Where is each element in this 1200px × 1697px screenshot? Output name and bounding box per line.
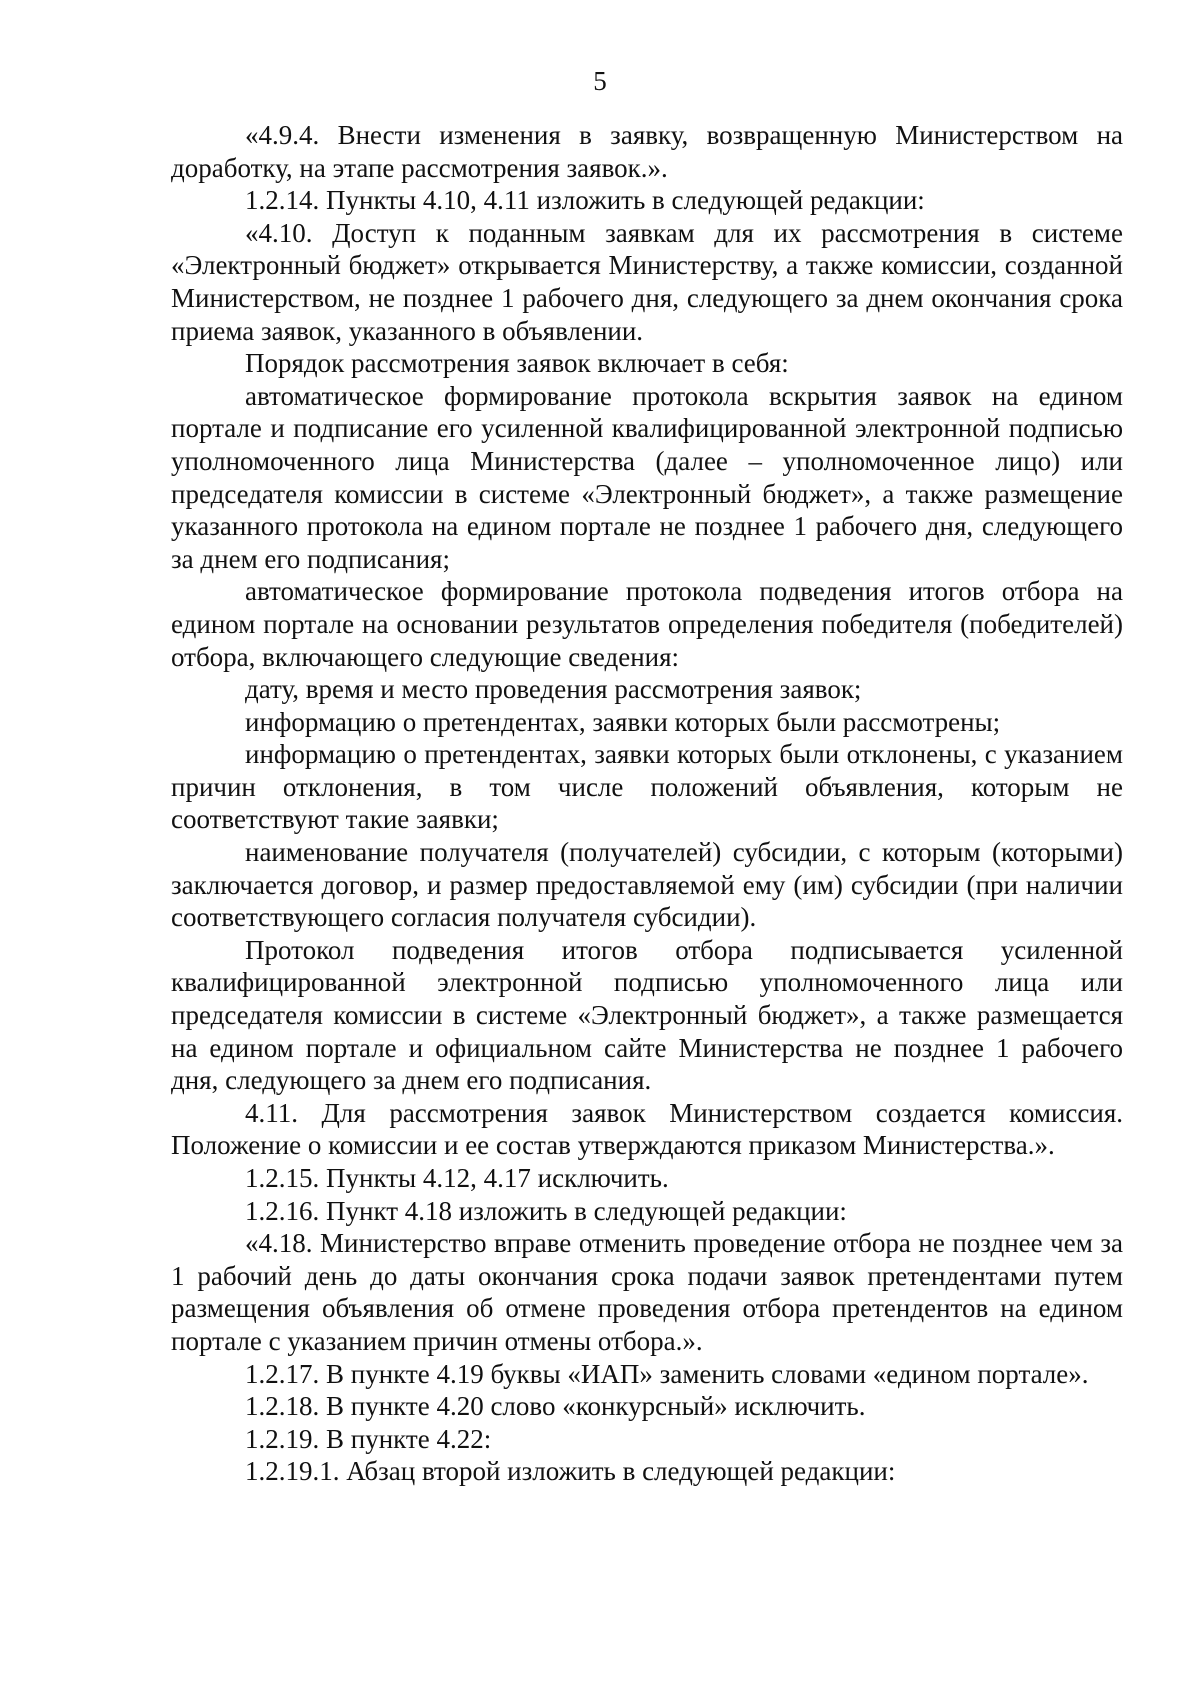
paragraph-1-2-18: 1.2.18. В пункте 4.20 слово «конкурсный» исключить. [245,1391,866,1422]
paragraph-1-2-15: 1.2.15. Пункты 4.12, 4.17 исключить. [245,1163,669,1193]
paragraph-opening-protocol: автоматическое формирование протокола вскрытия заявок на едином портале и подписание его усиленной квалифицированной электронной подписью уполномоченного лица Министерства (далее – уполномоченное лицо) или председателя комиссии в системе «Электронный бюджет», а также размещение указанного протокола на едином портале не позднее 1 рабочего дня, следующего за днем его подписания; [171,380,1123,574]
paragraph-4-10: «4.10. Доступ к поданным заявкам для их рассмотрения в системе «Электронный бюджет» открывается Министерству, а также комиссии, созданной Министерством, не позднее 1 рабочего дня, следующего за днем окончания срока приема заявок, указанного в объявлении. [171,217,1123,346]
paragraph-1-2-19-1: 1.2.19.1. Абзац второй изложить в следующей редакции: [245,1456,896,1487]
paragraph-date-time-place: дату, время и место проведения рассмотрения заявок; [245,674,862,705]
paragraph-rejected-applicants: информацию о претендентах, заявки которых были отклонены, с указанием причин отклонения, в том числе положений объявления, которым не соответствуют такие заявки; [171,739,1123,835]
page-number: 5 [593,66,607,96]
paragraph-1-2-14: 1.2.14. Пункты 4.10, 4.11 изложить в следующей редакции: [245,185,925,216]
paragraph-1-2-16: 1.2.16. Пункт 4.18 изложить в следующей редакции: [245,1195,847,1226]
paragraph-1-2-17: 1.2.17. В пункте 4.19 буквы «ИАП» заменить словами «едином портале». [245,1358,1089,1389]
paragraph-subsidy-recipients: наименование получателя (получателей) субсидии, с которым (которыми) заключается договор, и размер предоставляемой ему (им) субсидии (при наличии соответствующего согласия получателя субсидии). [171,837,1123,933]
paragraph-protocol-signing: Протокол подведения итогов отбора подписывается усиленной квалифицированной электронной подписью уполномоченного лица или председателя комиссии в системе «Электронный бюджет», а также размещается на едином портале и официальном сайте Министерства не позднее 1 рабочего дня, следующего за днем его подписания. [171,934,1123,1096]
paragraph-review-procedure: Порядок рассмотрения заявок включает в себя: [245,348,789,379]
paragraph-4-18: «4.18. Министерство вправе отменить проведение отбора не позднее чем за 1 рабочий день до даты окончания срока подачи заявок претендентами путем размещения объявления об отмене проведения отбора претендентов на едином портале с указанием причин отмены отбора.». [171,1228,1123,1356]
document-body [171,119,1123,1488]
paragraph-results-protocol: автоматическое формирование протокола подведения итогов отбора на едином портале на основании результатов определения победителя (победителей) отбора, включающего следующие сведения: [171,576,1123,672]
paragraph-4-11: 4.11. Для рассмотрения заявок Министерством создается комиссия. Положение о комиссии и ее состав утверждаются приказом Министерства.». [171,1097,1123,1161]
paragraph-4-9-4: «4.9.4. Внести изменения в заявку, возвращенную Министерством на доработку, на этапе рассмотрения заявок.». [171,120,1123,183]
paragraph-1-2-19: 1.2.19. В пункте 4.22: [245,1423,492,1454]
paragraph-reviewed-applicants: информацию о претендентах, заявки которых были рассмотрены; [245,706,1001,737]
